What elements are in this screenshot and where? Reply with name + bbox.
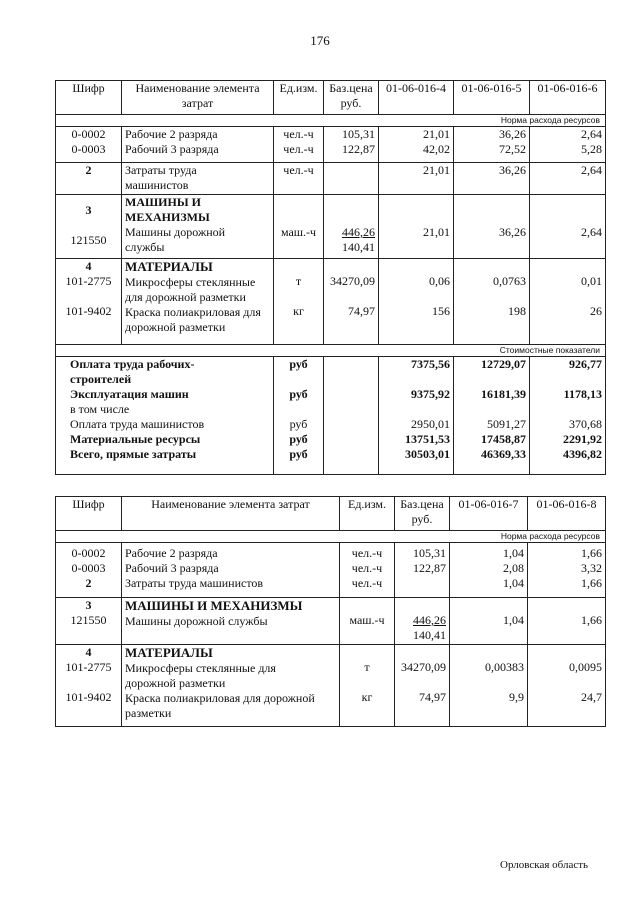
- cell-value: 0,0095 24,7: [528, 645, 606, 727]
- header-col1: 01-06-016-7: [450, 497, 528, 531]
- table-row: [56, 543, 606, 598]
- cell-name: МАТЕРИАЛЫ Микросферы стеклянные для дорожной разметки Краска полиакриловая для дорожной разметки: [122, 645, 340, 727]
- table-row: [56, 127, 606, 163]
- cell-value: 2,64 5,28: [530, 127, 606, 163]
- norm-label: Норма расхода ресурсов: [56, 115, 606, 127]
- table-row: [56, 259, 606, 345]
- cell-name: Рабочие 2 разряда Рабочий 3 разряда: [122, 127, 274, 163]
- cell-price: 105,31 122,87: [324, 127, 379, 163]
- cell-unit: маш.-ч: [274, 195, 324, 259]
- cell-value: 36,26: [454, 163, 530, 195]
- cell-value: 21,01: [379, 195, 454, 259]
- cost-band: [56, 345, 606, 357]
- norm-label: Норма расхода ресурсов: [56, 531, 606, 543]
- table-row: [56, 195, 606, 259]
- header-col3: 01-06-016-6: [530, 81, 606, 115]
- cell-unit: руб руб руб руб руб: [274, 357, 324, 475]
- header-name: Наименование элемента затрат: [122, 497, 340, 531]
- norm-band: [56, 115, 606, 127]
- cell-value: 36,26 72,52: [454, 127, 530, 163]
- cell-code: 0-0002 0-0003: [56, 127, 122, 163]
- cell-price: 34270,09 74,97: [324, 259, 379, 345]
- cell-value: 21,01: [379, 163, 454, 195]
- cell-value: 21,01 42,02: [379, 127, 454, 163]
- header-col1: 01-06-016-4: [379, 81, 454, 115]
- cell-value: 1,66 3,32 1,66: [528, 543, 606, 598]
- cell-price: [324, 357, 379, 475]
- header-price: Баз.цена руб.: [395, 497, 450, 531]
- cell-unit: маш.-ч: [340, 598, 395, 645]
- cell-price: 446,26 140,41: [395, 598, 450, 645]
- cell-name: МАШИНЫ И МЕХАНИЗМЫ Машины дорожной службы: [122, 598, 340, 645]
- cell-value: 0,06 156: [379, 259, 454, 345]
- cell-value: 2,64: [530, 195, 606, 259]
- cell-name: Затраты труда машинистов: [122, 163, 274, 195]
- cell-name: Рабочие 2 разряда Рабочий 3 разряда Затраты труда машинистов: [122, 543, 340, 598]
- cell-name: Оплата труда рабочих- строителей Эксплуатация машин в том числе Оплата труда машинистов Материальные ресурсы Всего, прямые затраты: [56, 357, 274, 475]
- cell-unit: т кг: [274, 259, 324, 345]
- cell-price: 34270,09 74,97: [395, 645, 450, 727]
- page-footer-region: Орловская область: [500, 859, 589, 871]
- cell-code: 4 101-2775 101-9402: [56, 259, 122, 345]
- cell-unit: чел.-ч: [274, 163, 324, 195]
- header-col2: 01-06-016-8: [528, 497, 606, 531]
- cell-value: 0,00383 9,9: [450, 645, 528, 727]
- cell-unit: чел.-ч чел.-ч: [274, 127, 324, 163]
- cell-code: 3 121550: [56, 195, 122, 259]
- table-header: [56, 497, 606, 531]
- header-code: Шифр: [56, 497, 122, 531]
- table-row: [56, 163, 606, 195]
- cell-unit: чел.-ч чел.-ч чел.-ч: [340, 543, 395, 598]
- cell-value: 36,26: [454, 195, 530, 259]
- cell-code: 4 101-2775 101-9402: [56, 645, 122, 727]
- resource-table-1: [55, 80, 606, 475]
- header-code: Шифр: [56, 81, 122, 115]
- resource-table-2: [55, 496, 606, 727]
- table-row: [56, 357, 606, 475]
- cost-label: Стоимостные показатели: [56, 345, 606, 357]
- cell-code: 0-0002 0-0003 2: [56, 543, 122, 598]
- cell-price: [324, 163, 379, 195]
- cell-value: 0,0763 198: [454, 259, 530, 345]
- header-price: Баз.цена руб.: [324, 81, 379, 115]
- cell-value: 0,01 26: [530, 259, 606, 345]
- cell-value: 2,64: [530, 163, 606, 195]
- cell-value: 12729,07 16181,39 5091,27 17458,87 46369,33: [454, 357, 530, 475]
- table-row: [56, 598, 606, 645]
- cell-value: 926,77 1178,13 370,68 2291,92 4396,82: [530, 357, 606, 475]
- header-unit: Ед.изм.: [340, 497, 395, 531]
- page-number: 176: [310, 33, 330, 48]
- table-header: [56, 81, 606, 115]
- table-row: [56, 645, 606, 727]
- cell-value: 7375,56 9375,92 2950,01 13751,53 30503,01: [379, 357, 454, 475]
- cell-name: МАТЕРИАЛЫ Микросферы стеклянные для дорожной разметки Краска полиакриловая для дорожной разметки: [122, 259, 274, 345]
- cell-code: 3 121550: [56, 598, 122, 645]
- cell-price: 105,31 122,87: [395, 543, 450, 598]
- norm-band: [56, 531, 606, 543]
- header-col2: 01-06-016-5: [454, 81, 530, 115]
- cell-value: 1,66: [528, 598, 606, 645]
- cell-value: 1,04: [450, 598, 528, 645]
- cell-code: 2: [56, 163, 122, 195]
- cell-name: МАШИНЫ И МЕХАНИЗМЫ Машины дорожной службы: [122, 195, 274, 259]
- cell-value: 1,04 2,08 1,04: [450, 543, 528, 598]
- header-unit: Ед.изм.: [274, 81, 324, 115]
- cell-unit: т кг: [340, 645, 395, 727]
- header-name: Наименование элемента затрат: [122, 81, 274, 115]
- cell-price: 446,26 140,41: [324, 195, 379, 259]
